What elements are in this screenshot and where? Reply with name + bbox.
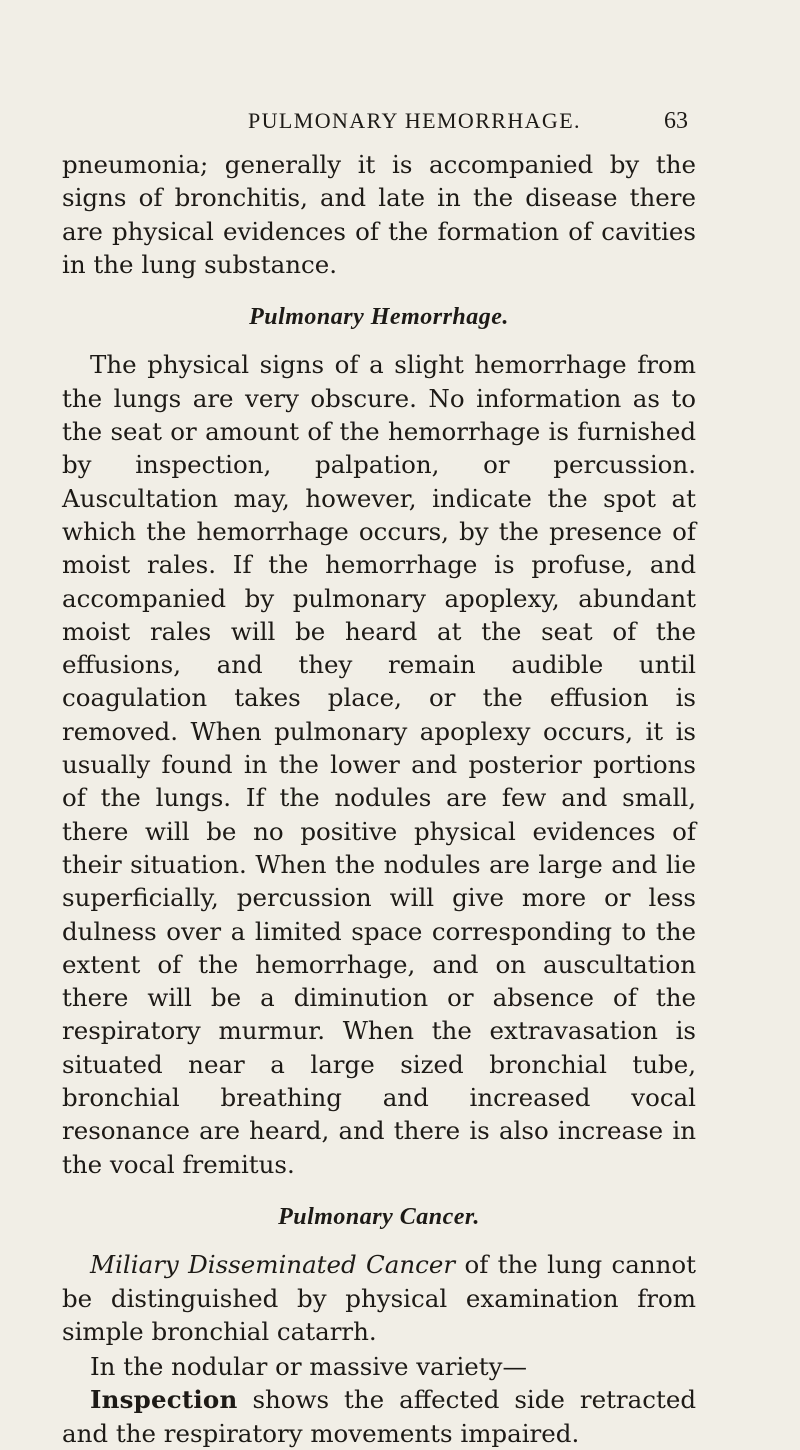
nodular-variety-intro: In the nodular or massive variety— [90, 1352, 527, 1382]
carryover-paragraph: pneumonia; generally it is accompanied by the signs of bronchitis, and late in the disease there are physical evidences of the formation of cavities in the lung substance. [62, 150, 696, 279]
section-heading-pulmonary-cancer: Pulmonary Cancer. [278, 1203, 480, 1230]
page-header [248, 108, 688, 138]
running-title: PULMONARY HEMORRHAGE. [248, 108, 581, 133]
inspection-term: Inspection [90, 1385, 238, 1415]
miliary-cancer-paragraph [62, 1248, 696, 1348]
inspection-paragraph [62, 1383, 696, 1450]
page-number: 63 [664, 108, 688, 134]
section-heading-pulmonary-hemorrhage: Pulmonary Hemorrhage. [249, 304, 509, 331]
page-body [62, 148, 696, 1450]
miliary-cancer-term: Miliary Disseminated Cancer [90, 1250, 456, 1280]
hemorrhage-paragraph: The physical signs of a slight hemorrhage from the lungs are very obscure. No information as to the seat or amount of the hemorrhage is furnished by inspection, palpation, or percussion. Auscultation may, however, indicate the spot at which the hemorrhage occurs, by the presence of moist rales. If the hemorrhage is profuse, and accompanied by pulmonary apoplexy, abundant moist rales will be heard at the seat of the effusions, and they remain audible until coagulation takes place, or the effusion is removed. When pulmonary apoplexy occurs, it is usually found in the lower and posterior portions of the lungs. If the nodules are few and small, there will be no positive physical evidences of their situation. When the nodules are large and lie superficially, percussion will give more or less dulness over a limited space corresponding to the extent of the hemorrhage, and on auscultation there will be a diminution or absence of the respiratory murmur. When the extravasation is situated near a large sized bronchial tube, bronchial breathing and increased vocal resonance are heard, and there is also increase in the vocal fremitus. [62, 350, 696, 1179]
miliary-cancer-text: of the lung cannot be distinguished by physical examination from simple bronchial catarrh. [62, 1250, 697, 1346]
inspection-text: shows the affected side retracted and the respiratory movements impaired. [62, 1385, 696, 1448]
